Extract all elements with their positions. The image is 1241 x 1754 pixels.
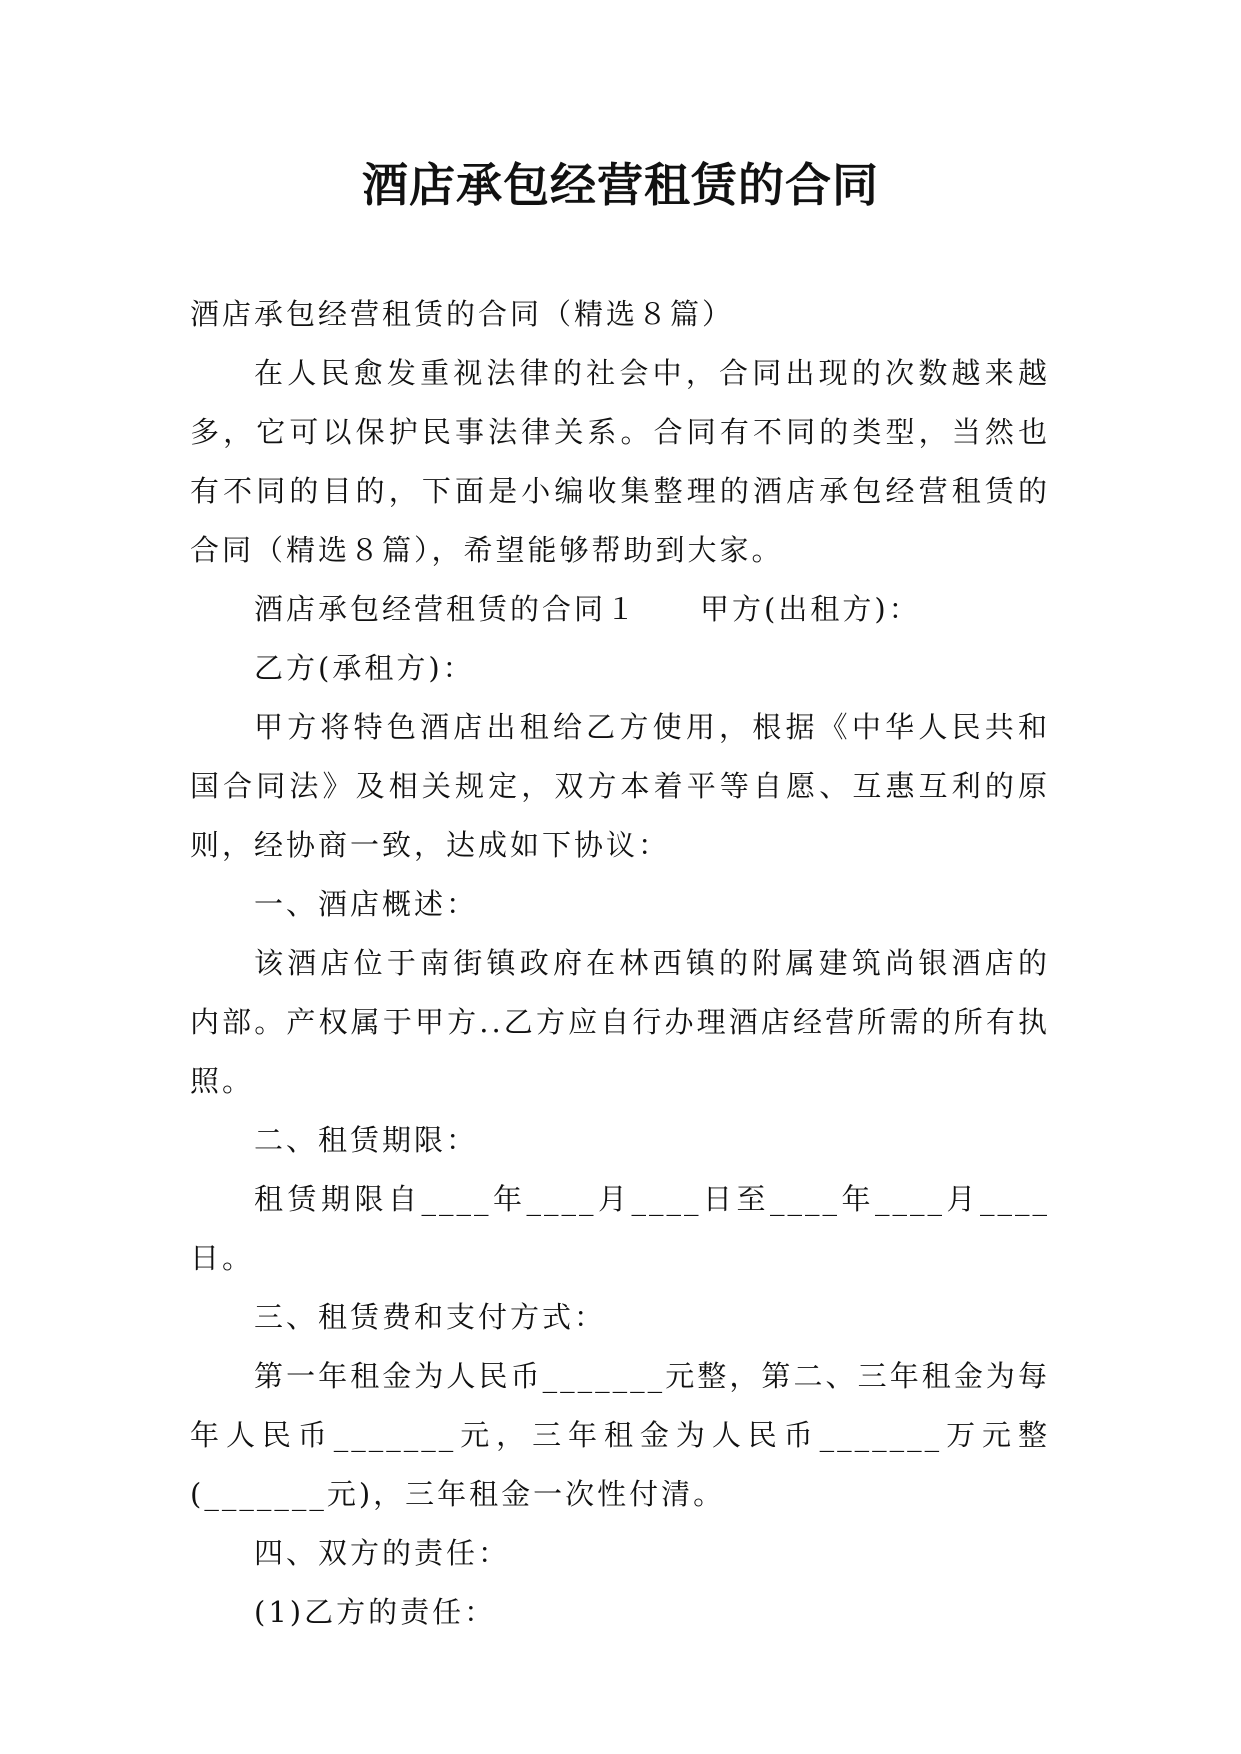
- preamble-paragraph: 甲方将特色酒店出租给乙方使用，根据《中华人民共和国合同法》及相关规定，双方本着平等自愿、互惠互利的原则，经协商一致，达成如下协议：: [190, 710, 1050, 862]
- section-2-title: 二、租赁期限：: [254, 1123, 479, 1157]
- section-3-title: 三、租赁费和支付方式：: [254, 1300, 607, 1334]
- party-a-label: 甲方(出租方)：: [700, 592, 921, 626]
- contract-heading-line: [190, 580, 1050, 639]
- document-body: [190, 285, 1050, 1642]
- document-subtitle: 酒店承包经营租赁的合同（精选８篇）: [190, 297, 735, 331]
- party-b-label: 乙方(承租方)：: [254, 651, 475, 685]
- section-4-sub-1: (1)乙方的责任：: [254, 1595, 497, 1629]
- section-1-title: 一、酒店概述：: [254, 887, 479, 921]
- intro-paragraph: 在人民愈发重视法律的社会中，合同出现的次数越来越多，它可以保护民事法律关系。合同有不同的类型，当然也有不同的目的，下面是小编收集整理的酒店承包经营租赁的合同（精选８篇），希望能够帮助到大家。: [190, 356, 1050, 567]
- document-title: 酒店承包经营租赁的合同: [362, 158, 879, 212]
- contract-heading: 酒店承包经营租赁的合同１: [254, 592, 639, 626]
- section-1-text: 该酒店位于南街镇政府在林西镇的附属建筑尚银酒店的内部。产权属于甲方..乙方应自行办理酒店经营所需的所有执照。: [190, 946, 1050, 1098]
- section-3-text: 第一年租金为人民币_______元整，第二、三年租金为每年人民币_______元，三年租金为人民币_______万元整(_______元)，三年租金一次性付清。: [190, 1359, 1050, 1511]
- section-4-title: 四、双方的责任：: [254, 1536, 511, 1570]
- section-2-text: 租赁期限自____年____月____日至____年____月____日。: [190, 1182, 1050, 1275]
